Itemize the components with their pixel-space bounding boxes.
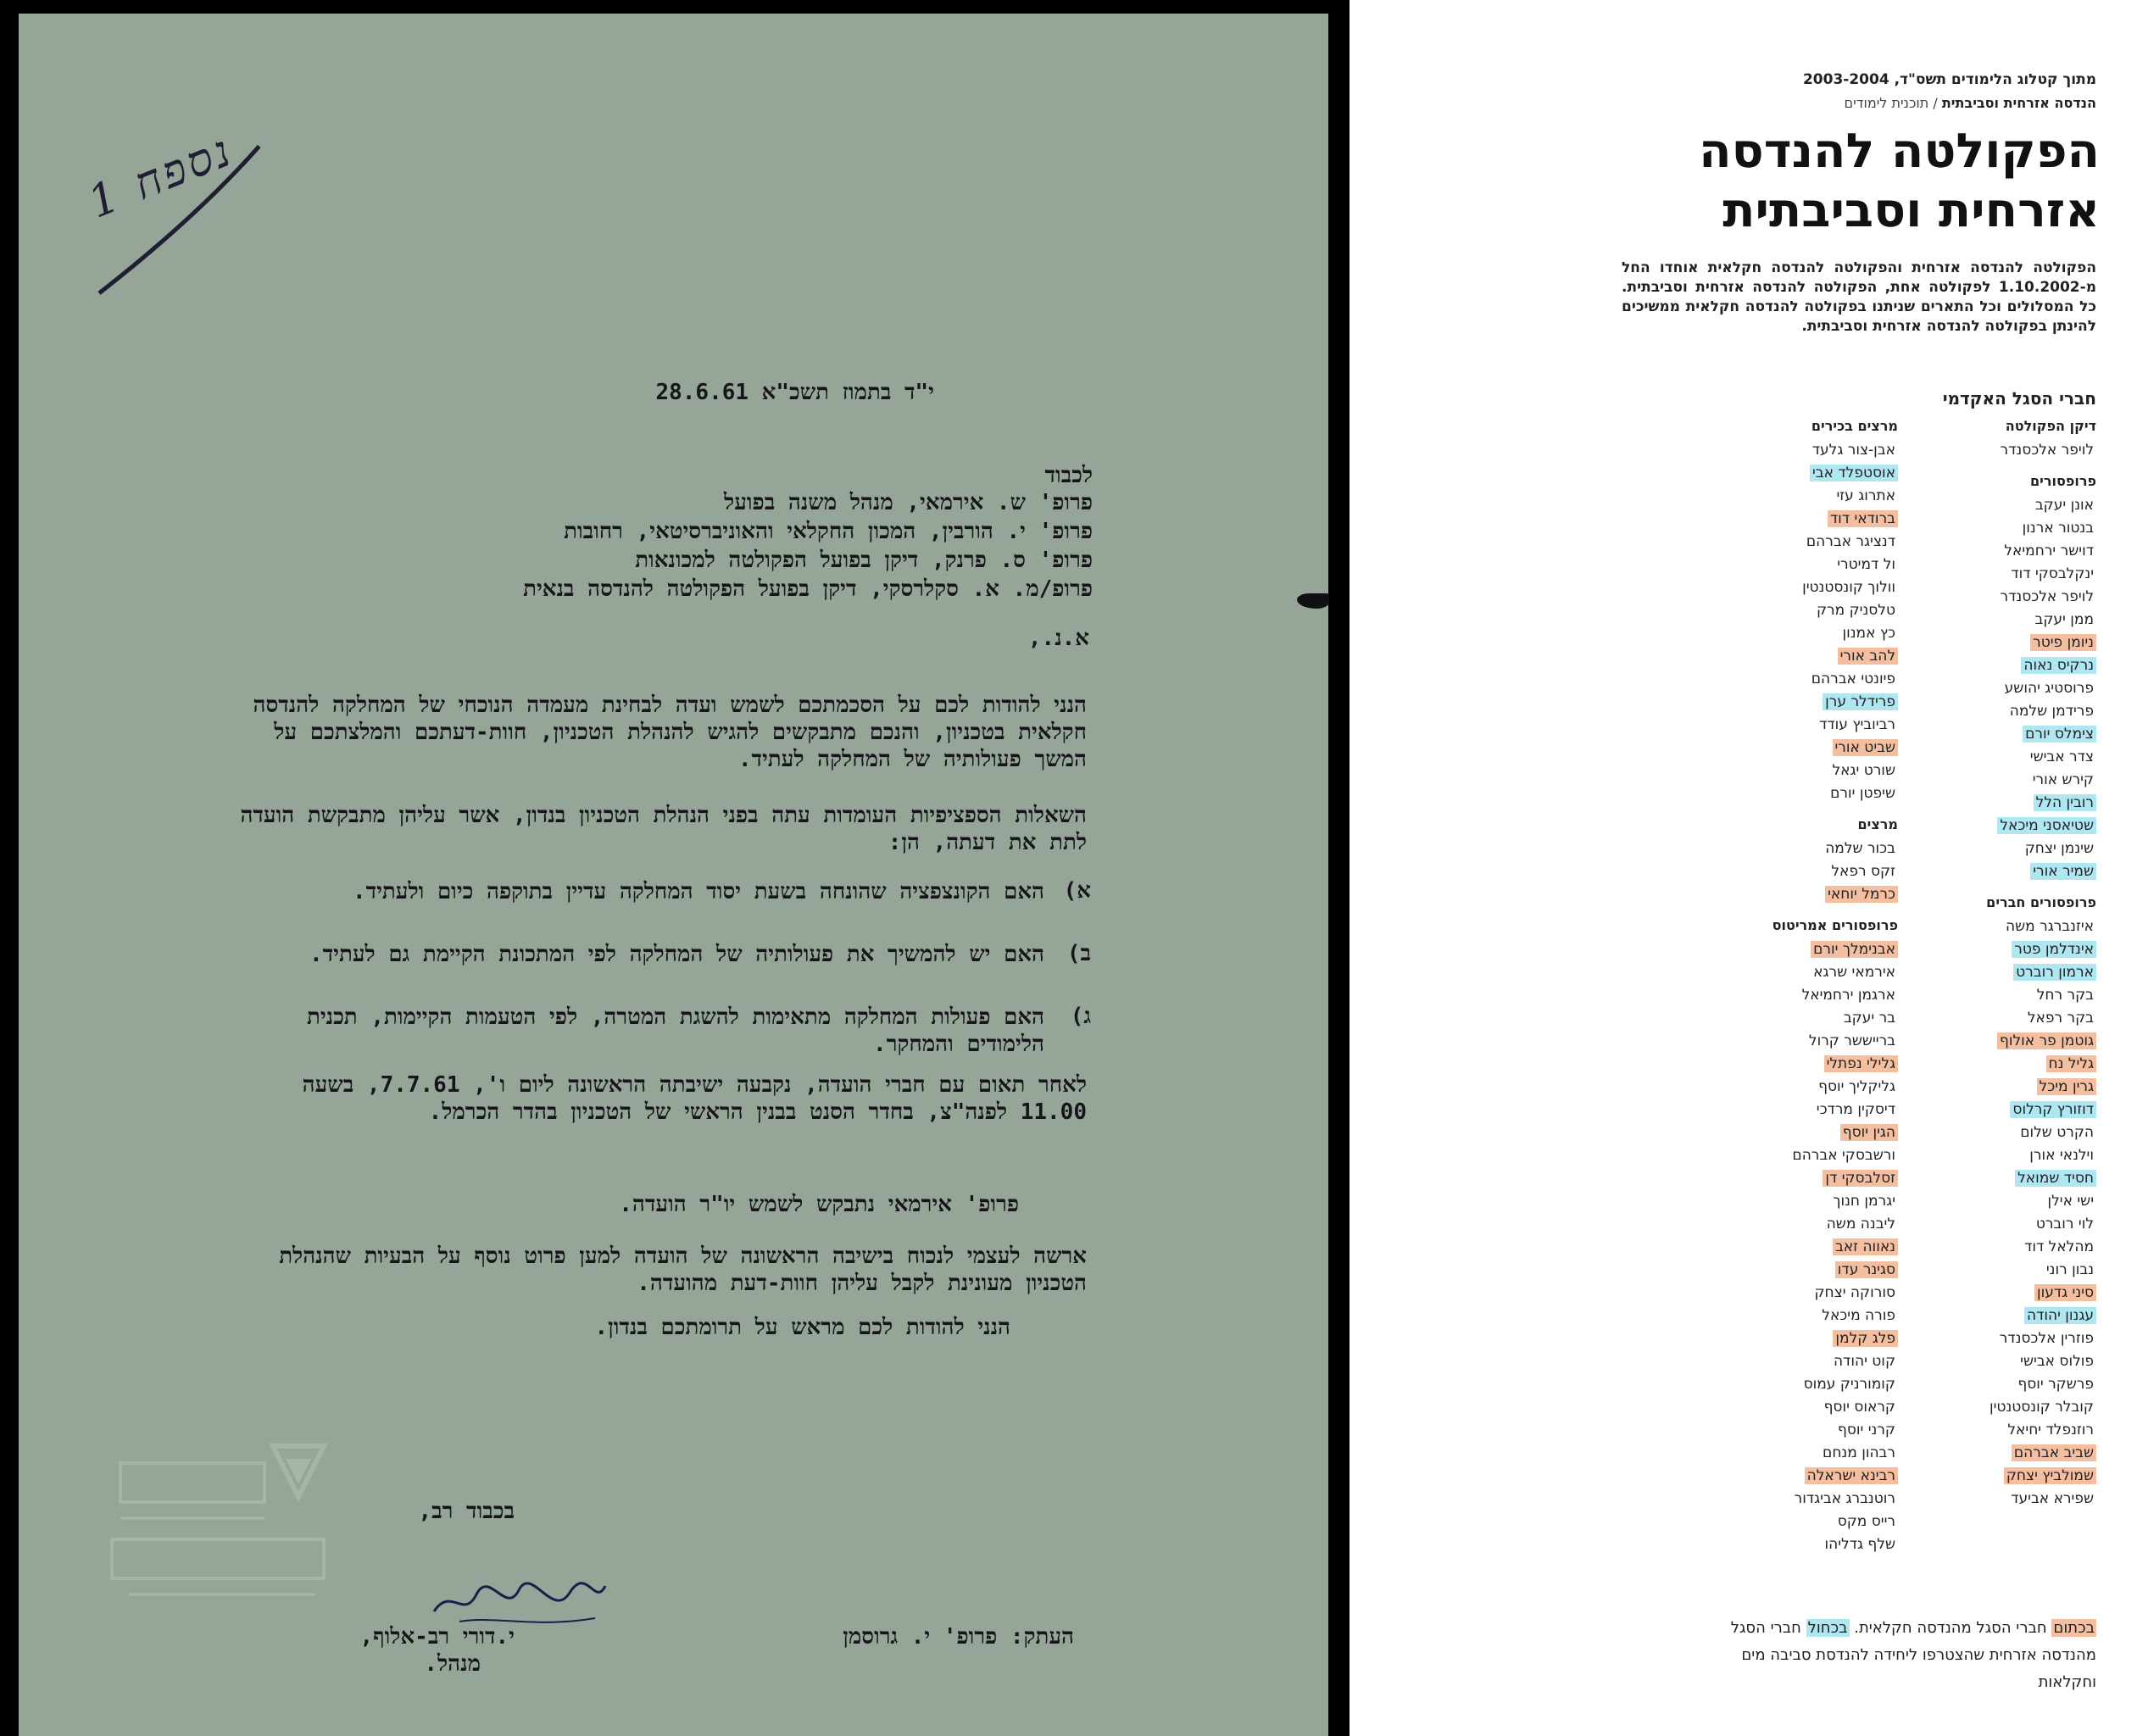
staff-member-row bbox=[1876, 1282, 2096, 1305]
annex-underline-stroke bbox=[37, 81, 305, 320]
staff-member-row bbox=[1876, 769, 2096, 792]
staff-member-row bbox=[1678, 1144, 1898, 1167]
staff-member-row bbox=[1876, 1305, 2096, 1327]
staff-member-row bbox=[1678, 1121, 1898, 1144]
staff-member-name: אוסטפלד אבי bbox=[1810, 465, 1898, 481]
staff-member-name: אתרוג עזי bbox=[1836, 487, 1895, 504]
staff-member-row bbox=[1678, 1099, 1898, 1121]
signer-title: מנהל. bbox=[424, 1651, 481, 1677]
staff-member-name: סיני גדעון bbox=[2034, 1284, 2096, 1301]
catalog-source-line: מתוך קטלוג הלימודים תשס"ד, 2003-2004 bbox=[1802, 71, 2096, 88]
staff-member-name: ישי אילן bbox=[2047, 1193, 2094, 1210]
staff-member-name: בנטור ארנון bbox=[2022, 520, 2094, 537]
staff-member-row bbox=[1876, 494, 2096, 517]
staff-member-name: דיסקין מרדכי bbox=[1816, 1101, 1895, 1118]
staff-member-name: רובין הלל bbox=[2034, 794, 2096, 811]
staff-member-row bbox=[1678, 1076, 1898, 1099]
staff-member-row bbox=[1876, 1007, 2096, 1030]
staff-member-row bbox=[1876, 1419, 2096, 1442]
staff-member-name: כץ אמנון bbox=[1842, 625, 1895, 642]
staff-member-row bbox=[1876, 677, 2096, 700]
staff-member-name: ברייששר קרול bbox=[1808, 1032, 1895, 1049]
staff-member-name: ארמון רוברט bbox=[2013, 964, 2096, 981]
staff-member-name: פוזרין אלכסנדר bbox=[1999, 1330, 2094, 1347]
staff-member-name: ליבנה משה bbox=[1826, 1216, 1895, 1232]
staff-member-row bbox=[1678, 645, 1898, 668]
staff-member-name: עגנון יהודה bbox=[2024, 1307, 2096, 1324]
staff-member-name: שטיאסני מיכאל bbox=[1997, 817, 2096, 834]
legend-orange-word: בכתום bbox=[2053, 1619, 2095, 1637]
staff-member-name: שיפטן יורם bbox=[1830, 785, 1895, 802]
staff-member-name: קוט יהודה bbox=[1833, 1353, 1895, 1370]
staff-member-name: ינקלבסקי דוד bbox=[2011, 565, 2094, 582]
staff-member-name: דנציגר אברהם bbox=[1806, 533, 1895, 550]
staff-column-right bbox=[1876, 417, 2096, 1511]
staff-member-row bbox=[1876, 961, 2096, 984]
staff-member-name: זקס רפאל bbox=[1831, 863, 1895, 880]
technion-archive-watermark bbox=[103, 1438, 332, 1616]
staff-member-name: ממן יעקב bbox=[2034, 611, 2094, 628]
letter-closing: בכבוד רב, bbox=[418, 1499, 515, 1524]
staff-member-name: בקר רחל bbox=[2036, 987, 2094, 1004]
staff-member-name: שורט יגאל bbox=[1832, 762, 1895, 779]
staff-member-row bbox=[1876, 1099, 2096, 1121]
staff-member-name: בכור שלמה bbox=[1825, 840, 1895, 857]
staff-member-row bbox=[1678, 691, 1898, 714]
staff-member-name: צדר אבישי bbox=[2029, 748, 2094, 765]
breadcrumb-main: הנדסה אזרחית וסביבתית bbox=[1941, 95, 2096, 111]
staff-section-heading: מרצים בכירים bbox=[1811, 418, 1898, 434]
letter-paragraph-4: פרופ' אירמאי נתבקש לשמש יו"ר הועדה. bbox=[619, 1192, 1019, 1217]
staff-member-name: טלסניק מרק bbox=[1817, 602, 1895, 619]
staff-member-row bbox=[1678, 1236, 1898, 1259]
staff-member-name: פולוס אבישי bbox=[2020, 1353, 2094, 1370]
staff-member-row bbox=[1876, 563, 2096, 586]
question-b-label: ב) bbox=[1066, 941, 1091, 966]
staff-member-row bbox=[1876, 517, 2096, 540]
staff-member-row bbox=[1876, 700, 2096, 723]
staff-member-row bbox=[1876, 1442, 2096, 1465]
staff-member-row bbox=[1876, 1121, 2096, 1144]
staff-member-row bbox=[1678, 1282, 1898, 1305]
staff-member-row bbox=[1678, 1533, 1898, 1556]
letter-paragraph-5: ארשה לעצמי לנכוח בישיבה הראשונה של הועדה למען פרוט נוסף על הבעיות שהנהלת הטכניון מעונינת לקבל עליהן חוות-דעת מהועדה. bbox=[279, 1244, 1087, 1296]
question-a-label: א) bbox=[1063, 878, 1091, 904]
staff-member-row bbox=[1678, 1465, 1898, 1488]
staff-member-name: להב אורי bbox=[1838, 648, 1898, 665]
staff-member-name: אונן יעקב bbox=[2034, 497, 2094, 514]
recipient-line: פרופ/מ. א. סקלרסקי, דיקן בפועל הפקולטה להנדסה בנאית bbox=[523, 576, 1093, 602]
staff-member-name: שמולביץ יצחק bbox=[2004, 1467, 2096, 1484]
staff-section-heading: דיקן הפקולטה bbox=[2005, 418, 2096, 434]
staff-member-row bbox=[1876, 1213, 2096, 1236]
staff-member-name: בקר רפאל bbox=[2027, 1010, 2094, 1027]
staff-member-name: רבהון מנחם bbox=[1823, 1444, 1895, 1461]
staff-member-row bbox=[1876, 815, 2096, 837]
legend-blue-word: בכחול bbox=[1807, 1619, 1848, 1637]
staff-section-heading: פרופסורים חברים bbox=[1986, 894, 2096, 910]
staff-member-row bbox=[1678, 1007, 1898, 1030]
staff-member-row bbox=[1876, 1030, 2096, 1053]
staff-member-row bbox=[1876, 792, 2096, 815]
staff-member-row bbox=[1678, 984, 1898, 1007]
staff-member-name: בר יעקב bbox=[1843, 1010, 1895, 1027]
staff-member-row bbox=[1678, 1373, 1898, 1396]
staff-member-row bbox=[1876, 1488, 2096, 1511]
staff-member-row bbox=[1678, 1167, 1898, 1190]
recipient-line: פרופ' י. הורבין, המכון החקלאי והאוניברסיטאי, רחובות bbox=[564, 519, 1093, 544]
question-c-label: ג) bbox=[1070, 1004, 1091, 1029]
staff-member-name: וילנאי אורן bbox=[2029, 1147, 2094, 1164]
staff-member-row bbox=[1678, 782, 1898, 805]
staff-member-name: קראוס יוסף bbox=[1823, 1399, 1895, 1416]
staff-member-name: דוישר ירחמיאל bbox=[2004, 542, 2094, 559]
staff-member-name: אבנימלך יורם bbox=[1811, 941, 1898, 958]
staff-member-name: כרמל יוחאי bbox=[1825, 886, 1898, 903]
staff-member-row bbox=[1678, 622, 1898, 645]
staff-member-row bbox=[1876, 1396, 2096, 1419]
staff-member-name: דוזורץ קרלוס bbox=[2010, 1101, 2096, 1118]
staff-member-row bbox=[1678, 1305, 1898, 1327]
staff-member-name: לויפר אלכסנדר bbox=[2000, 442, 2094, 459]
letter-paper bbox=[19, 14, 1328, 1736]
staff-member-name: אירמאי שרגא bbox=[1813, 964, 1895, 981]
staff-member-name: ארגמן ירחמיאל bbox=[1801, 987, 1895, 1004]
recipient-line: פרופ' ש. אירמאי, מנהל משנה בפועל bbox=[724, 490, 1093, 515]
staff-member-name: לוי רוברט bbox=[2035, 1216, 2094, 1232]
staff-member-row bbox=[1876, 938, 2096, 961]
staff-member-name: נבון רוני bbox=[2045, 1261, 2094, 1278]
staff-member-name: גליל נח bbox=[2046, 1055, 2096, 1072]
staff-member-name: שביב אברהם bbox=[2012, 1444, 2096, 1461]
staff-member-name: קרני יוסף bbox=[1837, 1422, 1895, 1438]
staff-section-heading: מרצים bbox=[1857, 816, 1898, 832]
intro-paragraph: הפקולטה להנדסה אזרחית והפקולטה להנדסה חקלאית אוחדו החל מ-1.10.2002 לפקולטה אחת, הפקולטה להנדסה אזרחית וסביבתית. כל המסלולים וכל התארים שניתנו בפקולטה להנדסה חקלאית ממשיכים להינתן בפקולטה להנדסה אזרחית וסביבתית. bbox=[1622, 259, 2096, 335]
page-title bbox=[1699, 122, 2100, 241]
staff-member-name: שמיר אורי bbox=[2030, 863, 2096, 880]
legend-blue-text: חברי הסגל מהנדסה אזרחית שהצטרפו ליחידה להנדסת סביבה מים וחקלאות bbox=[1730, 1619, 2096, 1691]
letter-to-label: לכבוד bbox=[1044, 463, 1093, 488]
staff-member-name: פורה מיכאל bbox=[1822, 1307, 1895, 1324]
staff-member-name: צימלס יורם bbox=[2023, 726, 2096, 743]
staff-member-name: גלילי נפתלי bbox=[1824, 1055, 1898, 1072]
staff-member-name: נרקיס נאוה bbox=[2021, 657, 2096, 674]
staff-member-row bbox=[1876, 632, 2096, 654]
staff-member-name: הגין יוסף bbox=[1840, 1124, 1898, 1141]
staff-member-name: שפירא אביעד bbox=[2011, 1490, 2094, 1507]
staff-heading: חברי הסגל האקדמי bbox=[1942, 388, 2096, 409]
staff-member-name: פיונטי אברהם bbox=[1811, 670, 1895, 687]
staff-member-row bbox=[1876, 609, 2096, 632]
letter-paragraph-1: הנני להודות לכם על הסכמתכם לשמש ועדה לבחינת מעמדה הנוכחי של המחלקה להנדסה חקלאית בטכניון, והנכם מתבקשים להגיש להנהלת הטכניון, חוות-דעתכם והמלצתכם על המשך פעולותיה של המחלקה לעתיד. bbox=[253, 693, 1087, 772]
staff-member-name: פלג קלמן bbox=[1833, 1330, 1898, 1347]
staff-member-name: גוטמן פר אולוף bbox=[1997, 1032, 2096, 1049]
question-b: האם יש להמשיך את פעולותיה של המחלקה לפי המתכונת הקיימת גם לעתיד. bbox=[309, 942, 1044, 967]
staff-member-row bbox=[1678, 837, 1898, 860]
staff-section-heading: פרופסורים אמריטוס bbox=[1772, 917, 1898, 933]
staff-member-row bbox=[1876, 1327, 2096, 1350]
staff-member-row bbox=[1876, 540, 2096, 563]
staff-member-row bbox=[1876, 1190, 2096, 1213]
staff-member-row bbox=[1876, 1350, 2096, 1373]
staff-member-row bbox=[1678, 860, 1898, 883]
staff-member-name: ורשבסקי אברהם bbox=[1792, 1147, 1895, 1164]
staff-member-name: פרידלר ערן bbox=[1823, 693, 1898, 710]
staff-member-row bbox=[1678, 508, 1898, 531]
question-c: האם פעולות המחלקה מתאימות להשגת המטרה, לפי הטעמות הקיימות, תכנית הלימודים והמחקר. bbox=[306, 1004, 1044, 1057]
staff-member-row bbox=[1678, 1259, 1898, 1282]
staff-member-name: רייס מקס bbox=[1837, 1513, 1895, 1530]
staff-member-row bbox=[1678, 576, 1898, 599]
staff-member-row bbox=[1876, 860, 2096, 883]
staff-member-row bbox=[1678, 1511, 1898, 1533]
staff-section-heading: פרופסורים bbox=[2029, 473, 2096, 489]
staff-member-row bbox=[1876, 984, 2096, 1007]
staff-member-row bbox=[1678, 485, 1898, 508]
breadcrumb-separator: / bbox=[1933, 95, 1938, 111]
staff-member-name: איזנברגר משה bbox=[2006, 918, 2094, 935]
staff-member-row bbox=[1876, 1167, 2096, 1190]
staff-member-row bbox=[1678, 961, 1898, 984]
staff-member-name: חסיד שמואל bbox=[2015, 1170, 2096, 1187]
catalog-page bbox=[1350, 0, 2137, 1736]
staff-member-row bbox=[1678, 554, 1898, 576]
staff-member-name: סורוקה יצחק bbox=[1814, 1284, 1895, 1301]
staff-member-name: גליקליך יוסף bbox=[1818, 1078, 1895, 1095]
staff-member-name: רבינא ישראלה bbox=[1805, 1467, 1898, 1484]
legend-orange-text: חברי הסגל מהנדסה חקלאית. bbox=[1849, 1619, 2052, 1637]
highlight-legend bbox=[1698, 1615, 2096, 1696]
staff-member-row bbox=[1678, 1396, 1898, 1419]
staff-member-row bbox=[1678, 1213, 1898, 1236]
page-title-line-1: הפקולטה להנדסה bbox=[1699, 124, 2100, 179]
staff-member-row bbox=[1876, 723, 2096, 746]
staff-member-row bbox=[1678, 714, 1898, 737]
staff-member-row bbox=[1678, 883, 1898, 906]
staff-member-name: רוזנפלד יחיאל bbox=[2007, 1422, 2094, 1438]
staff-member-name: אינדלמן פטר bbox=[2012, 941, 2096, 958]
staff-member-name: אבן-צור גלעד bbox=[1811, 442, 1895, 459]
staff-member-name: קירש אורי bbox=[2032, 771, 2094, 788]
staff-member-row bbox=[1678, 439, 1898, 462]
staff-member-row bbox=[1876, 1076, 2096, 1099]
staff-member-name: שלף גדליהו bbox=[1824, 1536, 1895, 1553]
staff-column-left bbox=[1678, 417, 1898, 1556]
staff-member-name: קובלר קונסטנטין bbox=[1989, 1399, 2094, 1416]
staff-member-name: לויפר אלכסנדר bbox=[2000, 588, 2094, 605]
handwritten-annex-note bbox=[37, 81, 305, 320]
recipient-line: פרופ' ס. פרנק, דיקן בפועל הפקולטה למכונאות bbox=[635, 548, 1093, 573]
staff-member-name: סגינר עדו bbox=[1835, 1261, 1898, 1278]
staff-member-row bbox=[1678, 1190, 1898, 1213]
staff-member-name: וולוך קונסטנטין bbox=[1802, 579, 1895, 596]
cc-line: העתק: פרופ' י. גרוסמן bbox=[843, 1624, 1074, 1650]
staff-member-name: ניומן פיטר bbox=[2030, 634, 2096, 651]
letter-salutation: א.נ., bbox=[1027, 626, 1089, 651]
staff-member-row bbox=[1876, 746, 2096, 769]
letter-paragraph-3: לאחר תאום עם חברי הועדה, נקבעה ישיבתה הראשונה ליום ו', 7.7.61, בשעה 11.00 לפנה"צ, בחדר הסנט בבנין הראשי של הטכניון בהדר הכרמל. bbox=[302, 1072, 1087, 1125]
staff-member-row bbox=[1678, 668, 1898, 691]
staff-member-name: שביט אורי bbox=[1833, 739, 1899, 756]
staff-member-name: נאווה זאב bbox=[1833, 1238, 1898, 1255]
staff-member-row bbox=[1678, 1488, 1898, 1511]
staff-member-name: מהלאל דוד bbox=[2024, 1238, 2094, 1255]
annex-label: נספח 1 bbox=[81, 125, 241, 229]
breadcrumb-sub: תוכנית לימודים bbox=[1844, 95, 1929, 111]
staff-member-name: רוטנברג אביגדור bbox=[1794, 1490, 1895, 1507]
staff-member-row bbox=[1678, 1053, 1898, 1076]
breadcrumb bbox=[1845, 95, 2096, 111]
staff-member-row bbox=[1876, 1053, 2096, 1076]
staff-member-row bbox=[1876, 915, 2096, 938]
staff-member-name: ול דמיטרי bbox=[1837, 556, 1895, 573]
staff-member-row bbox=[1876, 1144, 2096, 1167]
letter-paragraph-2: השאלות הספציפיות העומדות עתה בפני הנהלת הטכניון בנדון, אשר עליהן מתבקשת הועדה לתת את דעתה, הן: bbox=[240, 803, 1087, 855]
staff-member-row bbox=[1876, 1465, 2096, 1488]
staff-member-row bbox=[1678, 760, 1898, 782]
staff-member-name: רביוביץ עודד bbox=[1819, 716, 1895, 733]
question-a: האם הקונצפציה שהונחה בשעת יסוד המחלקה עדיין בתוקפה כיום ולעתיד. bbox=[352, 879, 1044, 904]
staff-member-row bbox=[1876, 654, 2096, 677]
staff-member-row bbox=[1678, 938, 1898, 961]
staff-member-row bbox=[1678, 1419, 1898, 1442]
staff-member-name: זסלבסקי דן bbox=[1823, 1170, 1898, 1187]
staff-member-row bbox=[1678, 1327, 1898, 1350]
letter-date: י"ד בתמוז תשכ"א 28.6.61 bbox=[655, 380, 934, 405]
staff-member-name: שינמן יצחק bbox=[2024, 840, 2094, 857]
staff-member-name: קומורניק עמוס bbox=[1803, 1376, 1895, 1393]
staff-member-row bbox=[1678, 1030, 1898, 1053]
staff-member-row bbox=[1876, 1236, 2096, 1259]
staff-member-row bbox=[1678, 1442, 1898, 1465]
staff-member-name: יגרמן חנוך bbox=[1833, 1193, 1895, 1210]
staff-member-row bbox=[1876, 1259, 2096, 1282]
staff-member-name: הקרט שלום bbox=[2020, 1124, 2094, 1141]
page-title-line-2: אזרחית וסביבתית bbox=[1722, 183, 2100, 238]
staff-member-row bbox=[1876, 586, 2096, 609]
staff-member-row bbox=[1876, 439, 2096, 462]
letter-paragraph-6: הנני להודות לכם מראש על תרומתכם בנדון. bbox=[594, 1315, 1010, 1340]
staff-member-name: פרידמן שלמה bbox=[2009, 703, 2094, 720]
staff-member-row bbox=[1876, 1373, 2096, 1396]
staff-member-row bbox=[1678, 462, 1898, 485]
signer-name: י.דורי רב-אלוף, bbox=[359, 1624, 515, 1650]
staff-member-row bbox=[1678, 599, 1898, 622]
staff-member-name: פרוסטיג יהושע bbox=[2004, 680, 2094, 697]
staff-member-name: פרשקר יוסף bbox=[2017, 1376, 2094, 1393]
staff-member-row bbox=[1678, 531, 1898, 554]
staff-member-name: גרין מיכל bbox=[2037, 1078, 2096, 1095]
staff-member-name: ברודאי דוד bbox=[1828, 510, 1898, 527]
staff-member-row bbox=[1678, 1350, 1898, 1373]
staff-member-row bbox=[1876, 837, 2096, 860]
staff-member-row bbox=[1678, 737, 1898, 760]
